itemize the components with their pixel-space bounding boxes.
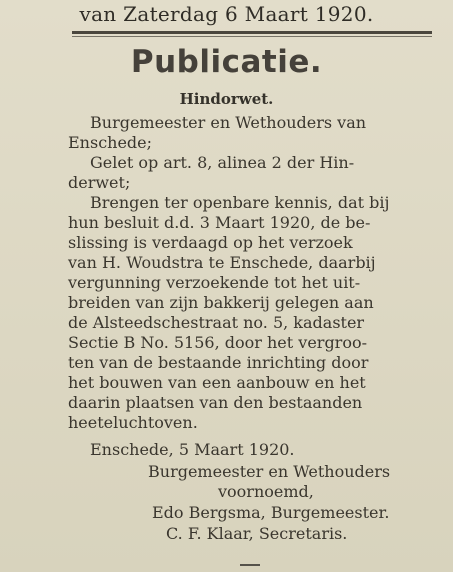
body-line: daarin plaatsen van den bestaanden xyxy=(68,393,363,412)
body-line: breiden van zijn bakkerij gelegen aan xyxy=(68,293,374,312)
body-line: Enschede; xyxy=(68,133,153,152)
signatory-line-2: voornoemd, xyxy=(218,482,314,501)
body-line: derwet; xyxy=(68,173,131,192)
body-line: Gelet op art. 8, alinea 2 der Hin- xyxy=(90,153,355,172)
issue-date-header: van Zaterdag 6 Maart 1920. xyxy=(79,2,374,26)
closing-place-date: Enschede, 5 Maart 1920. xyxy=(90,440,295,459)
body-line: hun besluit d.d. 3 Maart 1920, de be- xyxy=(68,213,371,232)
body-line: Burgemeester en Wethouders van xyxy=(90,113,367,132)
body-line: het bouwen van een aanbouw en het xyxy=(68,373,366,392)
body-line: de Alsteedschestraat no. 5, kadaster xyxy=(68,313,365,332)
notice-subtitle: Hindorwet. xyxy=(179,90,274,108)
body-line: van H. Woudstra te Enschede, daarbij xyxy=(68,253,376,272)
header-rule xyxy=(72,31,432,34)
header-rule-thin xyxy=(72,36,432,37)
body-line: Sectie B No. 5156, door het vergroo- xyxy=(68,333,367,352)
body-line: Brengen ter openbare kennis, dat bij xyxy=(90,193,390,212)
body-line: slissing is verdaagd op het verzoek xyxy=(68,233,353,252)
body-line: ten van de bestaande inrichting door xyxy=(68,353,369,372)
signatory-line-1: Burgemeester en Wethouders xyxy=(148,462,391,481)
body-line: heeteluchtoven. xyxy=(68,413,198,432)
secretary-signature: C. F. Klaar, Secretaris. xyxy=(166,524,348,543)
body-line: vergunning verzoekende tot het uit- xyxy=(68,273,361,292)
bottom-rule xyxy=(240,564,260,566)
notice-title: Publicatie. xyxy=(130,44,323,80)
mayor-signature: Edo Bergsma, Burgemeester. xyxy=(152,503,390,522)
